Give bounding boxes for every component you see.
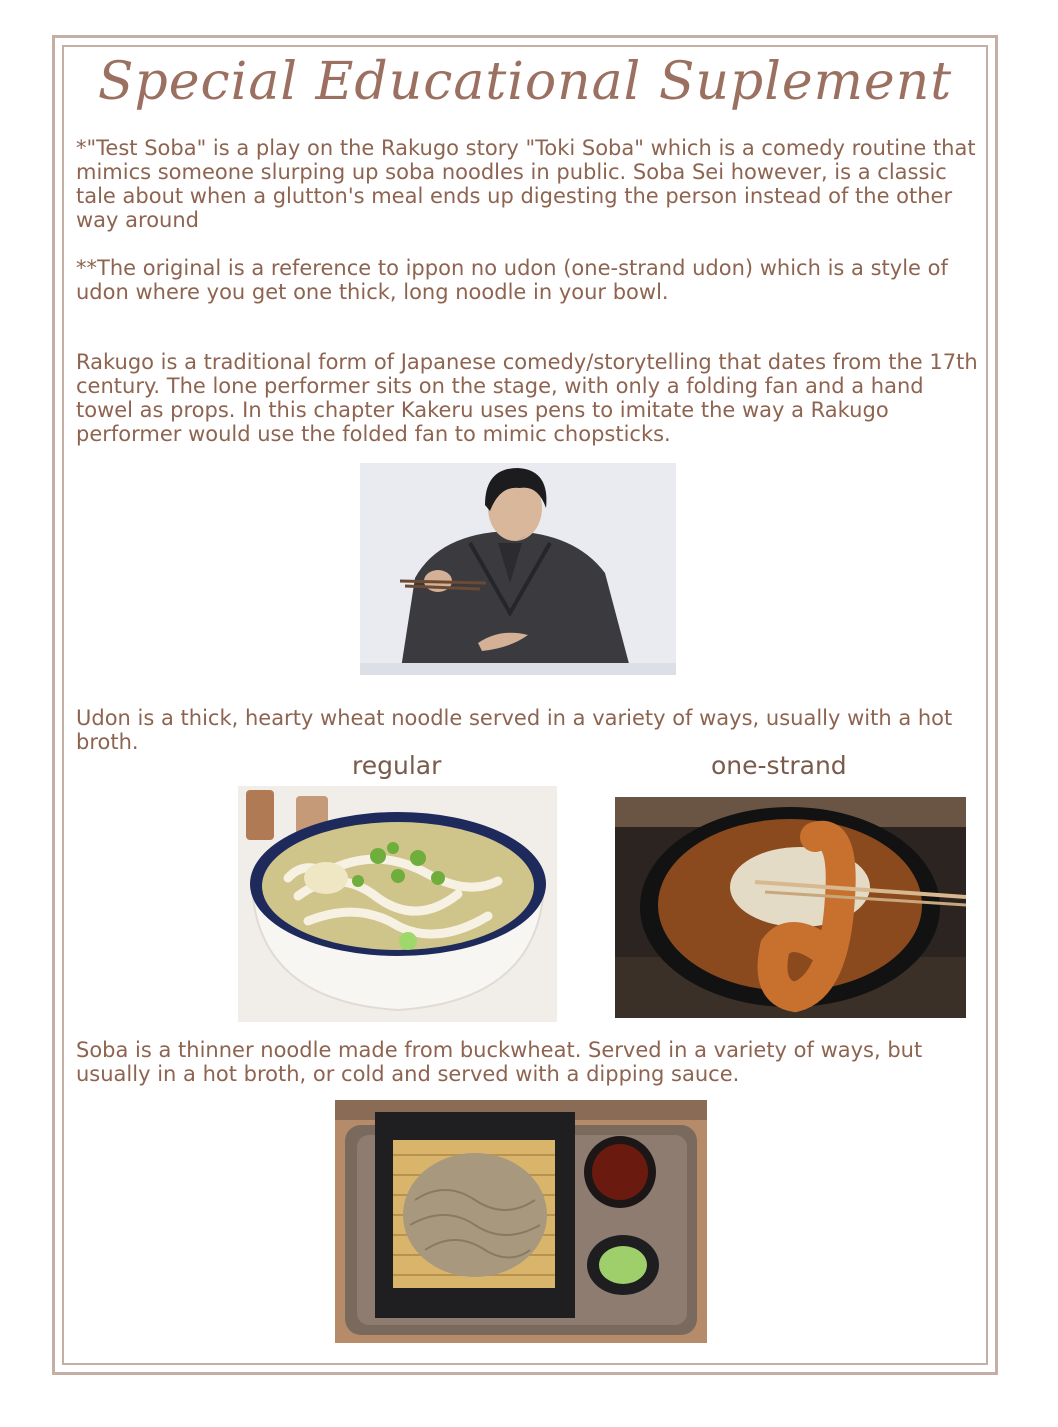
ippon-udon-note: **The original is a reference to ippon no udon (one-strand udon) which is a style of udon where you get one thick, long noodle in your bowl. xyxy=(76,256,948,304)
caption-regular: regular xyxy=(352,751,442,780)
regular-udon-photo xyxy=(238,786,557,1022)
soba-paragraph: Soba is a thinner noodle made from buckwheat. Served in a variety of ways, but usually in a hot broth, or cold and served with a dipping sauce. xyxy=(76,1038,923,1086)
udon-paragraph: Udon is a thick, hearty wheat noodle served in a variety of ways, usually with a hot broth. xyxy=(76,706,953,754)
rakugo-performer-photo xyxy=(360,463,676,675)
test-soba-note: *"Test Soba" is a play on the Rakugo story "Toki Soba" which is a comedy routine that mimics someone slurping up soba noodles in public. Soba Sei however, is a classic tale about when a glutton's meal ends up digesting the person instead of the other way around xyxy=(76,136,976,232)
soba-photo xyxy=(335,1100,707,1343)
caption-one-strand: one-strand xyxy=(711,751,847,780)
one-strand-udon-photo xyxy=(615,797,966,1018)
page-title: Special Educational Suplement xyxy=(97,52,953,112)
rakugo-paragraph: Rakugo is a traditional form of Japanese comedy/storytelling that dates from the 17th century. The lone performer sits on the stage, with only a folding fan and a hand towel as props. In this chapter Kakeru uses pens to imitate the way a Rakugo performer would use the folded fan to mimic chopsticks. xyxy=(76,350,978,446)
